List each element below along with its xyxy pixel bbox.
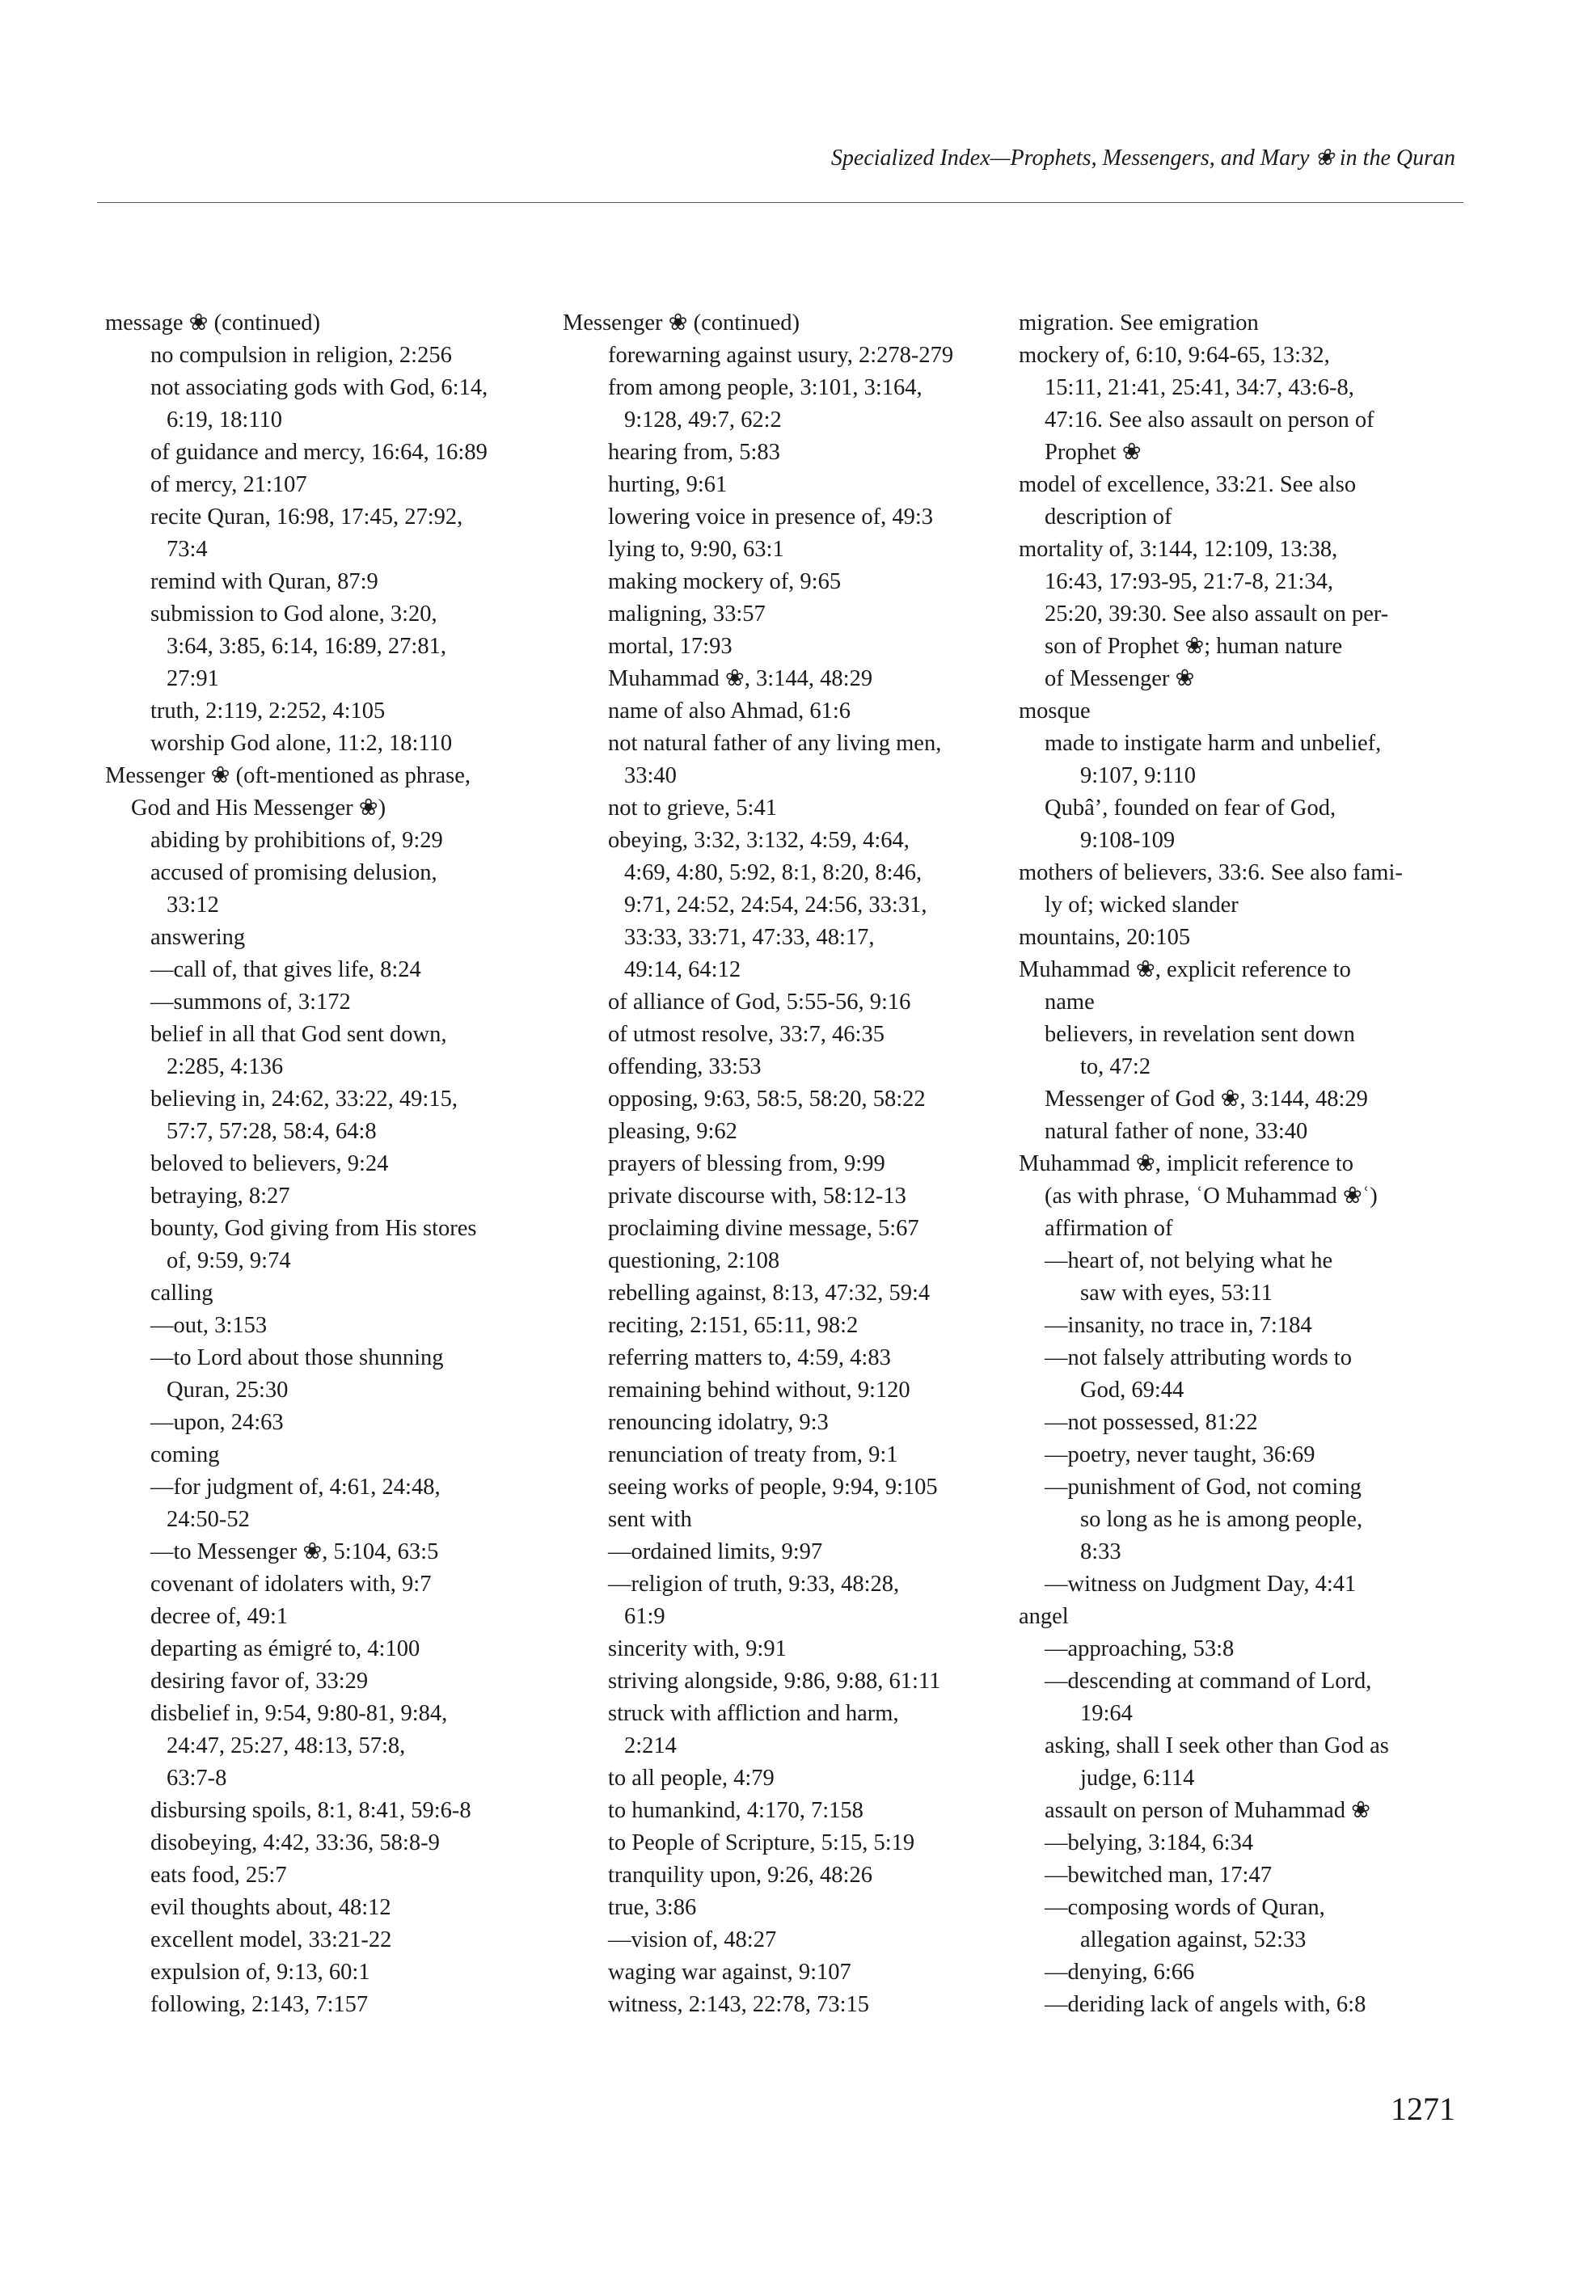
index-entry: of Messenger ❀ bbox=[1045, 666, 1195, 691]
index-column-1 bbox=[105, 307, 558, 2021]
index-entry: Messenger of God ❀, 3:144, 48:29 bbox=[1045, 1087, 1368, 1112]
index-entry: —to Lord about those shunning bbox=[150, 1345, 444, 1370]
index-entry: Messenger ❀ (continued) bbox=[563, 310, 800, 336]
index-entry: covenant of idolaters with, 9:7 bbox=[150, 1572, 432, 1597]
index-entry: 6:19, 18:110 bbox=[167, 407, 283, 433]
index-entry: hearing from, 5:83 bbox=[608, 440, 780, 465]
index-entry: evil thoughts about, 48:12 bbox=[150, 1895, 391, 1920]
index-entry: message ❀ (continued) bbox=[105, 310, 321, 336]
index-entry: made to instigate harm and unbelief, bbox=[1045, 731, 1382, 756]
index-entry: 2:285, 4:136 bbox=[167, 1054, 284, 1079]
index-entry: offending, 33:53 bbox=[608, 1054, 762, 1079]
index-entry: 33:40 bbox=[624, 763, 677, 788]
index-entry: 33:33, 33:71, 47:33, 48:17, bbox=[624, 925, 875, 950]
index-entry: hurting, 9:61 bbox=[608, 472, 728, 497]
index-entry: to humankind, 4:170, 7:158 bbox=[608, 1798, 863, 1823]
index-entry: expulsion of, 9:13, 60:1 bbox=[150, 1960, 370, 1985]
index-entry: reciting, 2:151, 65:11, 98:2 bbox=[608, 1313, 859, 1338]
index-entry: 8:33 bbox=[1080, 1539, 1121, 1564]
index-column-2 bbox=[563, 307, 1014, 2021]
index-entry: —approaching, 53:8 bbox=[1045, 1636, 1235, 1661]
index-entry: —ordained limits, 9:97 bbox=[608, 1539, 823, 1564]
index-entry: —heart of, not belying what he bbox=[1045, 1248, 1333, 1273]
index-entry: migration. See emigration bbox=[1019, 310, 1259, 336]
index-entry: 57:7, 57:28, 58:4, 64:8 bbox=[167, 1119, 377, 1144]
index-entry: allegation against, 52:33 bbox=[1080, 1927, 1307, 1952]
header-rule bbox=[97, 202, 1463, 203]
index-entry: renunciation of treaty from, 9:1 bbox=[608, 1442, 898, 1467]
index-entry: 47:16. See also assault on person of bbox=[1045, 407, 1374, 433]
index-entry: forewarning against usury, 2:278-279 bbox=[608, 343, 954, 368]
index-entry: not to grieve, 5:41 bbox=[608, 796, 777, 821]
index-entry: 15:11, 21:41, 25:41, 34:7, 43:6-8, bbox=[1045, 375, 1354, 400]
index-entry: asking, shall I seek other than God as bbox=[1045, 1733, 1389, 1758]
index-entry: sent with bbox=[608, 1507, 692, 1532]
index-entry: mortality of, 3:144, 12:109, 13:38, bbox=[1019, 537, 1338, 562]
index-entry: —religion of truth, 9:33, 48:28, bbox=[608, 1572, 900, 1597]
index-entry: opposing, 9:63, 58:5, 58:20, 58:22 bbox=[608, 1087, 926, 1112]
index-entry: 9:107, 9:110 bbox=[1080, 763, 1197, 788]
index-entry: description of bbox=[1045, 504, 1172, 530]
index-entry: 4:69, 4:80, 5:92, 8:1, 8:20, 8:46, bbox=[624, 860, 923, 885]
index-entry: 2:214 bbox=[624, 1733, 677, 1758]
index-entry: —deriding lack of angels with, 6:8 bbox=[1045, 1992, 1366, 2017]
index-entry: calling bbox=[150, 1281, 213, 1306]
index-column-3 bbox=[1019, 307, 1471, 2021]
index-entry: —belying, 3:184, 6:34 bbox=[1045, 1830, 1254, 1855]
index-entry: mothers of believers, 33:6. See also fami- bbox=[1019, 860, 1403, 885]
index-entry: coming bbox=[150, 1442, 220, 1467]
index-entry: desiring favor of, 33:29 bbox=[150, 1669, 369, 1694]
index-entry: striving alongside, 9:86, 9:88, 61:11 bbox=[608, 1669, 941, 1694]
index-entry: 24:50-52 bbox=[167, 1507, 250, 1532]
index-entry: accused of promising delusion, bbox=[150, 860, 437, 885]
index-entry: —to Messenger ❀, 5:104, 63:5 bbox=[150, 1539, 439, 1564]
index-entry: of alliance of God, 5:55-56, 9:16 bbox=[608, 990, 911, 1015]
index-entry: witness, 2:143, 22:78, 73:15 bbox=[608, 1992, 870, 2017]
index-entry: —for judgment of, 4:61, 24:48, bbox=[150, 1475, 441, 1500]
index-entry: God and His Messenger ❀) bbox=[131, 796, 386, 821]
index-entry: angel bbox=[1019, 1604, 1069, 1629]
index-entry: Prophet ❀ bbox=[1045, 440, 1142, 465]
index-entry: prayers of blessing from, 9:99 bbox=[608, 1151, 885, 1176]
index-entry: God, 69:44 bbox=[1080, 1378, 1184, 1403]
index-entry: of guidance and mercy, 16:64, 16:89 bbox=[150, 440, 488, 465]
index-entry: of, 9:59, 9:74 bbox=[167, 1248, 291, 1273]
index-entry: (as with phrase, ʿO Muhammad ❀ʿ) bbox=[1045, 1184, 1378, 1209]
index-entry: —bewitched man, 17:47 bbox=[1045, 1863, 1272, 1888]
index-entry: decree of, 49:1 bbox=[150, 1604, 289, 1629]
index-entry: so long as he is among people, bbox=[1080, 1507, 1363, 1532]
index-entry: —not falsely attributing words to bbox=[1045, 1345, 1352, 1370]
index-entry: affirmation of bbox=[1045, 1216, 1173, 1241]
index-entry: 27:91 bbox=[167, 666, 219, 691]
index-entry: —witness on Judgment Day, 4:41 bbox=[1045, 1572, 1357, 1597]
index-entry: questioning, 2:108 bbox=[608, 1248, 780, 1273]
index-entry: —descending at command of Lord, bbox=[1045, 1669, 1372, 1694]
index-entry: tranquility upon, 9:26, 48:26 bbox=[608, 1863, 872, 1888]
index-entry: remaining behind without, 9:120 bbox=[608, 1378, 910, 1403]
index-entry: pleasing, 9:62 bbox=[608, 1119, 737, 1144]
index-entry: 24:47, 25:27, 48:13, 57:8, bbox=[167, 1733, 406, 1758]
index-entry: betraying, 8:27 bbox=[150, 1184, 290, 1209]
index-entry: 9:128, 49:7, 62:2 bbox=[624, 407, 782, 433]
index-entry: to all people, 4:79 bbox=[608, 1766, 775, 1791]
index-entry: natural father of none, 33:40 bbox=[1045, 1119, 1308, 1144]
index-entry: disbursing spoils, 8:1, 8:41, 59:6-8 bbox=[150, 1798, 471, 1823]
index-entry: 16:43, 17:93-95, 21:7-8, 21:34, bbox=[1045, 569, 1334, 594]
running-header: Specialized Index—Prophets, Messengers, and Mary ❀ in the Quran bbox=[830, 146, 1455, 171]
index-entry: proclaiming divine message, 5:67 bbox=[608, 1216, 919, 1241]
index-entry: —composing words of Quran, bbox=[1045, 1895, 1325, 1920]
index-entry: mockery of, 6:10, 9:64-65, 13:32, bbox=[1019, 343, 1330, 368]
index-entry: assault on person of Muhammad ❀ bbox=[1045, 1798, 1371, 1823]
index-entry: Messenger ❀ (oft-mentioned as phrase, bbox=[105, 763, 471, 788]
index-entry: renouncing idolatry, 9:3 bbox=[608, 1410, 829, 1435]
index-entry: believers, in revelation sent down bbox=[1045, 1022, 1355, 1047]
index-entry: submission to God alone, 3:20, bbox=[150, 601, 437, 627]
index-entry: of utmost resolve, 33:7, 46:35 bbox=[608, 1022, 885, 1047]
index-entry: remind with Quran, 87:9 bbox=[150, 569, 378, 594]
index-entry: —punishment of God, not coming bbox=[1045, 1475, 1362, 1500]
index-entry: 49:14, 64:12 bbox=[624, 957, 741, 982]
index-entry: not associating gods with God, 6:14, bbox=[150, 375, 488, 400]
index-entry: name bbox=[1045, 990, 1095, 1015]
index-entry: name of also Ahmad, 61:6 bbox=[608, 699, 851, 724]
index-entry: —poetry, never taught, 36:69 bbox=[1045, 1442, 1315, 1467]
index-entry: making mockery of, 9:65 bbox=[608, 569, 842, 594]
index-entry: Muhammad ❀, implicit reference to bbox=[1019, 1151, 1354, 1176]
index-entry: true, 3:86 bbox=[608, 1895, 697, 1920]
index-entry: —not possessed, 81:22 bbox=[1045, 1410, 1258, 1435]
index-entry: 25:20, 39:30. See also assault on per- bbox=[1045, 601, 1389, 627]
index-entry: to People of Scripture, 5:15, 5:19 bbox=[608, 1830, 915, 1855]
index-entry: model of excellence, 33:21. See also bbox=[1019, 472, 1357, 497]
index-entry: —upon, 24:63 bbox=[150, 1410, 284, 1435]
index-entry: private discourse with, 58:12-13 bbox=[608, 1184, 906, 1209]
index-entry: —out, 3:153 bbox=[150, 1313, 268, 1338]
index-entry: 33:12 bbox=[167, 893, 219, 918]
index-entry: judge, 6:114 bbox=[1080, 1766, 1195, 1791]
index-entry: answering bbox=[150, 925, 246, 950]
index-entry: sincerity with, 9:91 bbox=[608, 1636, 787, 1661]
index-entry: bounty, God giving from His stores bbox=[150, 1216, 477, 1241]
index-entry: departing as émigré to, 4:100 bbox=[150, 1636, 420, 1661]
index-entry: abiding by prohibitions of, 9:29 bbox=[150, 828, 443, 853]
page-number: 1271 bbox=[1391, 2091, 1455, 2127]
index-entry: rebelling against, 8:13, 47:32, 59:4 bbox=[608, 1281, 931, 1306]
index-entry: to, 47:2 bbox=[1080, 1054, 1151, 1079]
index-entry: 73:4 bbox=[167, 537, 208, 562]
index-entry: of mercy, 21:107 bbox=[150, 472, 307, 497]
index-entry: 3:64, 3:85, 6:14, 16:89, 27:81, bbox=[167, 634, 446, 659]
index-entry: waging war against, 9:107 bbox=[608, 1960, 851, 1985]
index-entry: no compulsion in religion, 2:256 bbox=[150, 343, 452, 368]
index-entry: —summons of, 3:172 bbox=[150, 990, 351, 1015]
index-entry: not natural father of any living men, bbox=[608, 731, 942, 756]
index-entry: eats food, 25:7 bbox=[150, 1863, 287, 1888]
index-entry: —vision of, 48:27 bbox=[608, 1927, 777, 1952]
index-entry: lowering voice in presence of, 49:3 bbox=[608, 504, 934, 530]
index-entry: lying to, 9:90, 63:1 bbox=[608, 537, 784, 562]
index-entry: struck with affliction and harm, bbox=[608, 1701, 899, 1726]
index-entry: 19:64 bbox=[1080, 1701, 1133, 1726]
index-entry: 63:7-8 bbox=[167, 1766, 227, 1791]
index-entry: —denying, 6:66 bbox=[1045, 1960, 1195, 1985]
index-entry: disobeying, 4:42, 33:36, 58:8-9 bbox=[150, 1830, 440, 1855]
index-entry: following, 2:143, 7:157 bbox=[150, 1992, 369, 2017]
index-entry: mountains, 20:105 bbox=[1019, 925, 1191, 950]
index-entry: Qubâ’, founded on fear of God, bbox=[1045, 796, 1336, 821]
index-entry: beloved to believers, 9:24 bbox=[150, 1151, 389, 1176]
index-entry: belief in all that God sent down, bbox=[150, 1022, 447, 1047]
index-entry: —insanity, no trace in, 7:184 bbox=[1045, 1313, 1312, 1338]
index-entry: mosque bbox=[1019, 699, 1091, 724]
index-entry: ly of; wicked slander bbox=[1045, 893, 1239, 918]
index-entry: worship God alone, 11:2, 18:110 bbox=[150, 731, 453, 756]
index-entry: 9:71, 24:52, 24:54, 24:56, 33:31, bbox=[624, 893, 927, 918]
index-entry: believing in, 24:62, 33:22, 49:15, bbox=[150, 1087, 458, 1112]
index-entry: referring matters to, 4:59, 4:83 bbox=[608, 1345, 891, 1370]
index-entry: maligning, 33:57 bbox=[608, 601, 766, 627]
index-entry: saw with eyes, 53:11 bbox=[1080, 1281, 1273, 1306]
index-entry: —call of, that gives life, 8:24 bbox=[150, 957, 421, 982]
index-entry: excellent model, 33:21-22 bbox=[150, 1927, 392, 1952]
index-entry: seeing works of people, 9:94, 9:105 bbox=[608, 1475, 938, 1500]
index-entry: disbelief in, 9:54, 9:80-81, 9:84, bbox=[150, 1701, 448, 1726]
index-entry: from among people, 3:101, 3:164, bbox=[608, 375, 923, 400]
index-entry: Quran, 25:30 bbox=[167, 1378, 289, 1403]
index-entry: mortal, 17:93 bbox=[608, 634, 733, 659]
index-entry: recite Quran, 16:98, 17:45, 27:92, bbox=[150, 504, 463, 530]
index-entry: Muhammad ❀, explicit reference to bbox=[1019, 957, 1351, 982]
index-entry: 9:108-109 bbox=[1080, 828, 1176, 853]
index-entry: truth, 2:119, 2:252, 4:105 bbox=[150, 699, 386, 724]
index-entry: obeying, 3:32, 3:132, 4:59, 4:64, bbox=[608, 828, 910, 853]
index-entry: 61:9 bbox=[624, 1604, 665, 1629]
index-entry: Muhammad ❀, 3:144, 48:29 bbox=[608, 666, 873, 691]
index-entry: son of Prophet ❀; human nature bbox=[1045, 634, 1343, 659]
